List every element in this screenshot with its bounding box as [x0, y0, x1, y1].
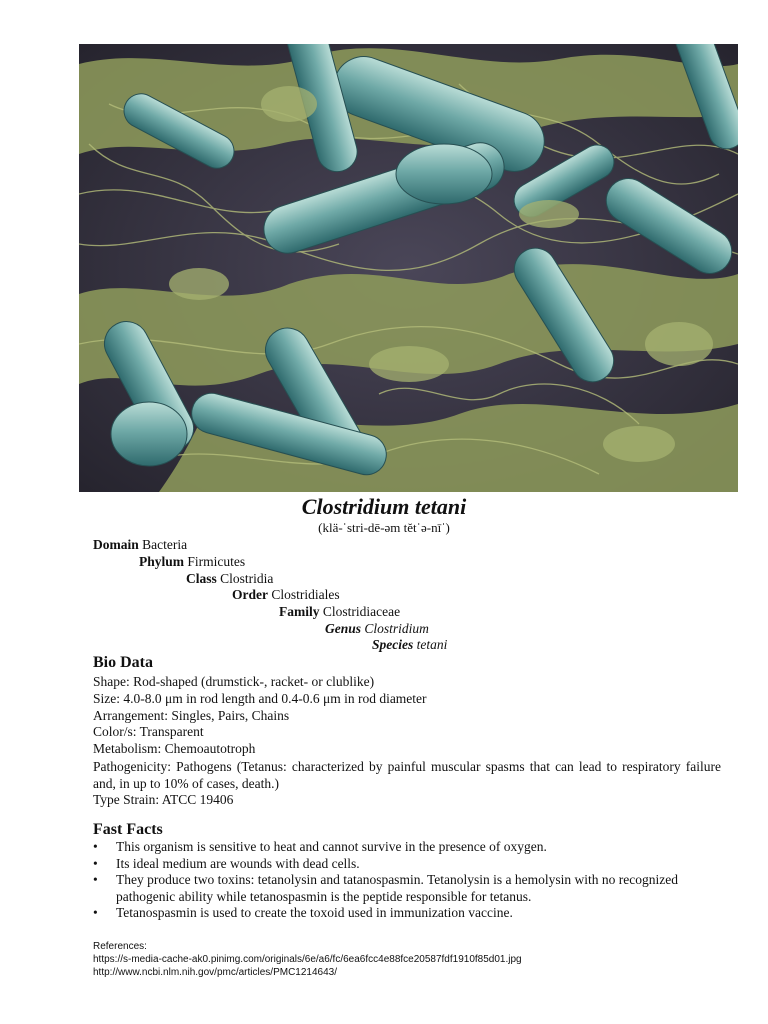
fast-facts-list — [93, 839, 728, 922]
taxonomy-value: Clostridium — [364, 621, 429, 636]
list-item — [93, 839, 728, 856]
taxonomy-rank-label: Domain — [93, 537, 139, 552]
taxonomy-species — [372, 637, 447, 653]
bio-arrangement: Arrangement: Singles, Pairs, Chains — [93, 708, 290, 723]
taxonomy-value: tetani — [416, 637, 448, 652]
taxonomy-domain — [93, 537, 187, 553]
fact-text: Tetanospasmin is used to create the toxoid used in immunization vaccine. — [116, 905, 513, 921]
references — [93, 940, 522, 979]
taxonomy-phylum — [139, 554, 245, 570]
bullet-icon: • — [93, 872, 98, 888]
bullet-icon: • — [93, 905, 98, 921]
list-item — [93, 856, 728, 873]
page-title: Clostridium tetani — [301, 494, 467, 519]
bullet-icon: • — [93, 839, 98, 854]
bio-pathogenicity: Pathogenicity: Pathogens (Tetanus: characterized by painful muscular spasms that can lead to respiratory failure and, in up to 10% of cases, death.) — [93, 759, 721, 791]
bio-size: Size: 4.0-8.0 μm in rod length and 0.4-0.6 μm in rod diameter — [93, 691, 427, 706]
references-label: References: — [93, 941, 147, 952]
taxonomy-rank-label: Genus — [325, 621, 362, 636]
fact-text: Its ideal medium are wounds with dead cells. — [116, 855, 360, 871]
bullet-icon: • — [93, 855, 98, 871]
micrograph-image — [79, 44, 738, 492]
pronunciation: (klä-ˈstri-dē-əm tĕtˈə-nīˈ) — [318, 520, 450, 535]
micrograph-illustration — [79, 44, 738, 492]
list-item — [93, 905, 728, 922]
bio-color: Color/s: Transparent — [93, 724, 204, 739]
taxonomy-rank-label: Class — [186, 571, 217, 586]
taxonomy-order — [232, 587, 340, 603]
fast-facts-heading: Fast Facts — [93, 821, 163, 838]
taxonomy-value: Clostridiales — [271, 587, 340, 602]
taxonomy-rank-label: Phylum — [139, 554, 185, 569]
taxonomy-value: Clostridia — [220, 571, 274, 586]
list-item — [93, 872, 728, 905]
fact-text: They produce two toxins: tetanolysin and tatanospasmin. Tetanolysin is a hemolysin with no recognized pathogenic ability while tetanospasmin is the peptide responsible for tetanus. — [116, 872, 678, 904]
bio-shape: Shape: Rod-shaped (drumstick-, racket- or clublike) — [93, 674, 375, 689]
bio-metabolism: Metabolism: Chemoautotroph — [93, 741, 256, 756]
bio-data-heading: Bio Data — [93, 654, 153, 671]
taxonomy-genus — [325, 621, 429, 637]
taxonomy-value: Bacteria — [142, 537, 188, 552]
taxonomy-value: Firmicutes — [187, 554, 246, 569]
taxonomy-value: Clostridiaceae — [322, 604, 401, 619]
bio-type-strain: Type Strain: ATCC 19406 — [93, 792, 234, 807]
taxonomy-rank-label: Order — [232, 587, 268, 602]
reference-link[interactable]: http://www.ncbi.nlm.nih.gov/pmc/articles/PMC1214643/ — [93, 967, 337, 978]
taxonomy-class — [186, 571, 273, 587]
taxonomy-family — [279, 604, 400, 620]
fact-text: This organism is sensitive to heat and cannot survive in the presence of oxygen. — [116, 839, 547, 854]
taxonomy-rank-label: Family — [279, 604, 320, 619]
taxonomy-rank-label: Species — [372, 637, 414, 652]
reference-link[interactable]: https://s-media-cache-ak0.pinimg.com/originals/6e/a6/fc/6ea6fcc4e88fce20587fdf1910f85d01.jpg — [93, 954, 522, 965]
